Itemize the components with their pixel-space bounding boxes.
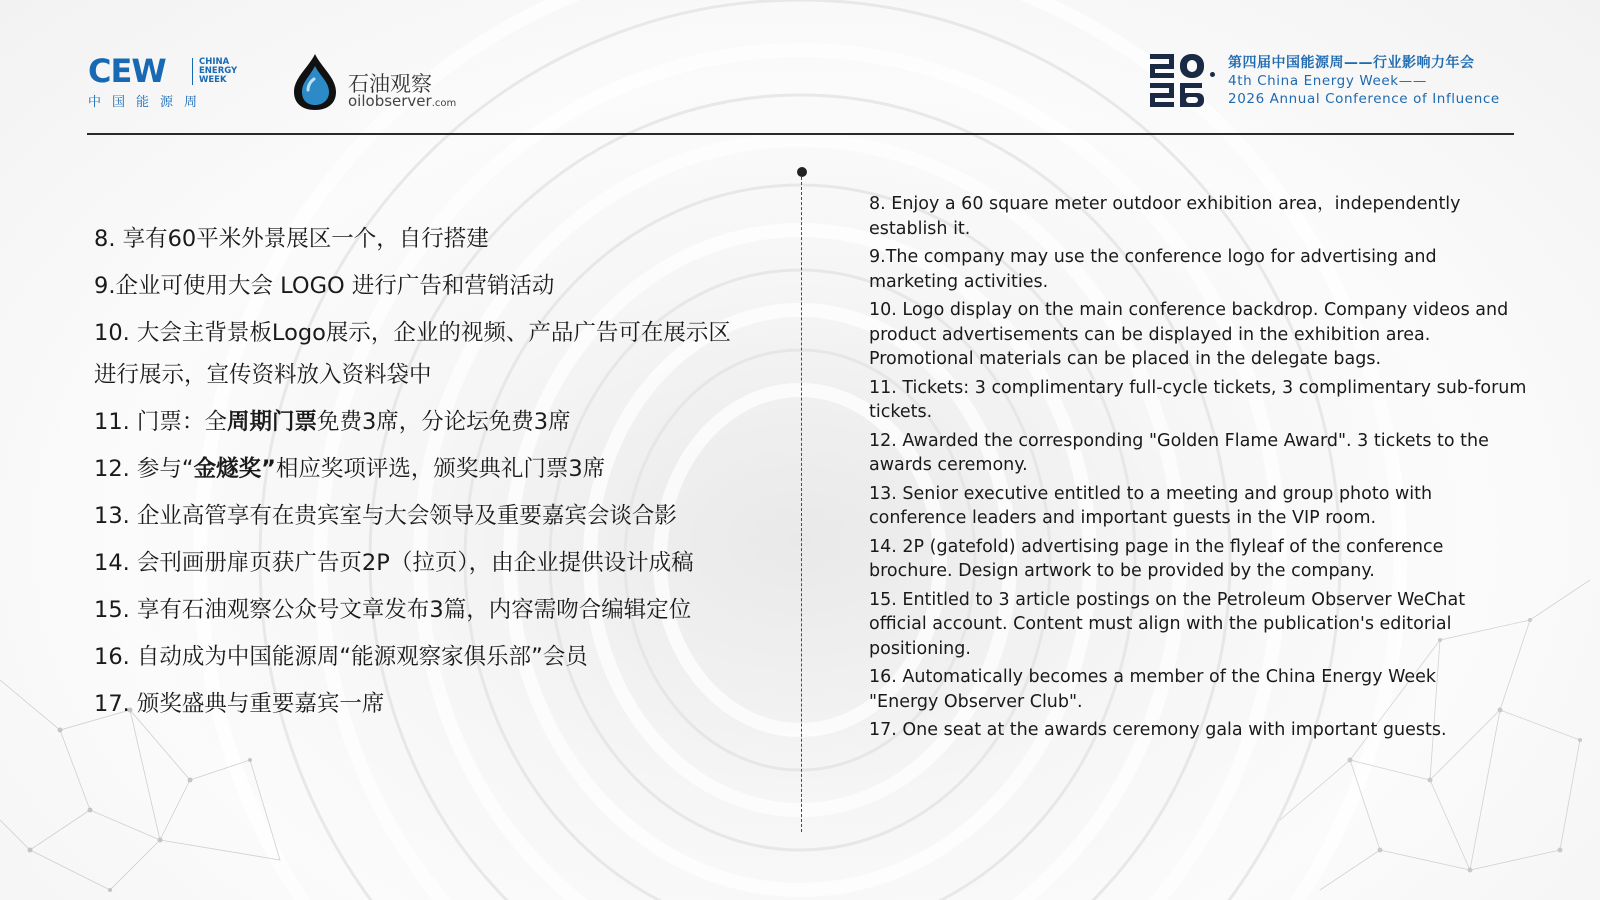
cn-benefit-item: 17. 颁奖盛典与重要嘉宾一席 [94, 691, 385, 717]
divider-dot [797, 167, 807, 177]
cew-logo-mark: CEW [88, 52, 166, 90]
column-divider [801, 177, 802, 832]
cew-chinese-name: 中国能源周 [88, 95, 209, 110]
cn-benefit-item: 9.企业可使用大会 LOGO 进行广告和营销活动 [94, 273, 555, 299]
oilobserver-chinese-name: 石油观察 [348, 72, 432, 96]
chinese-benefits-list [94, 218, 754, 730]
oilobserver-tld: .com [431, 98, 457, 109]
cn-benefit-item: 13. 企业高管享有在贵宾室与大会领导及重要嘉宾会谈合影 [94, 503, 677, 529]
cn-benefit-item: 16. 自动成为中国能源周“能源观察家俱乐部”会员 [94, 644, 588, 670]
event-logo [1150, 52, 1520, 112]
event-title-block [1228, 54, 1500, 108]
en-benefit-item: 17. One seat at the awards ceremony gala with important guests. [869, 720, 1447, 740]
cn-benefit-item: 15. 享有石油观察公众号文章发布3篇，内容需吻合编辑定位 [94, 597, 692, 623]
en-benefit-item: 16. Automatically becomes a member of the China Energy Week "Energy Observer Club". [869, 667, 1437, 712]
cn-benefit-item: 14. 会刊画册扉页获广告页2P（拉页），由企业提供设计成稿 [94, 550, 694, 576]
event-title-cn: 第四届中国能源周——行业影响力年会 [1228, 55, 1475, 71]
event-dot [1210, 72, 1215, 77]
en-benefit-item: 11. Tickets: 3 complimentary full-cycle tickets, 3 complimentary sub-forum tickets. [869, 377, 1527, 422]
oilobserver-domain [348, 92, 456, 110]
cn-benefit-item: 12. 参与“金燧奖”相应奖项评选，颁奖典礼门票3席 [94, 456, 606, 482]
header-rule [87, 133, 1514, 135]
en-benefit-item: 10. Logo display on the main conference backdrop. Company videos and product advertisements can be displayed in the exhibition area. Promotional materials can be placed in the delegate bags. [869, 300, 1509, 369]
cn-benefit-item: 8. 享有60平米外景展区一个，自行搭建 [94, 226, 489, 252]
cew-sub-line: WEEK [199, 75, 227, 85]
cn-benefit-item: 10. 大会主背景板Logo展示，企业的视频、产品广告可在展示区进行展示，宣传资料放入资料袋中 [94, 320, 731, 388]
en-benefit-item: 12. Awarded the corresponding "Golden Flame Award". 3 tickets to the awards ceremony. [869, 430, 1489, 475]
oilobserver-domain-name: oilobserver [348, 92, 432, 110]
english-benefits-list [869, 192, 1529, 747]
cew-sub-line: ENERGY [199, 66, 238, 76]
en-benefit-item: 15. Entitled to 3 article postings on the Petroleum Observer WeChat official account. Content must align with the publication's editorial positioning. [869, 589, 1466, 659]
cew-logo [88, 52, 238, 110]
year-2026-mark [1150, 52, 1206, 110]
event-title-en-line1: 4th China Energy Week—— [1228, 73, 1427, 89]
cn-benefit-item: 11. 门票：全周期门票免费3席，分论坛免费3席 [94, 409, 571, 435]
cew-logo-subtitle [192, 58, 237, 85]
oil-drop-icon [288, 52, 342, 112]
header [0, 0, 1600, 135]
cew-sub-line: CHINA [199, 57, 230, 67]
en-benefit-item: 14. 2P (gatefold) advertising page in the flyleaf of the conference brochure. Design artwork to be provided by the company. [869, 536, 1444, 581]
en-benefit-item: 13. Senior executive entitled to a meeting and group photo with conference leaders and important guests in the VIP room. [869, 483, 1433, 528]
event-title-en-line2: 2026 Annual Conference of Influence [1228, 91, 1500, 107]
en-benefit-item: 8. Enjoy a 60 square meter outdoor exhibition area，independently establish it. [869, 194, 1461, 239]
en-benefit-item: 9.The company may use the conference logo for advertising and marketing activities. [869, 247, 1437, 292]
